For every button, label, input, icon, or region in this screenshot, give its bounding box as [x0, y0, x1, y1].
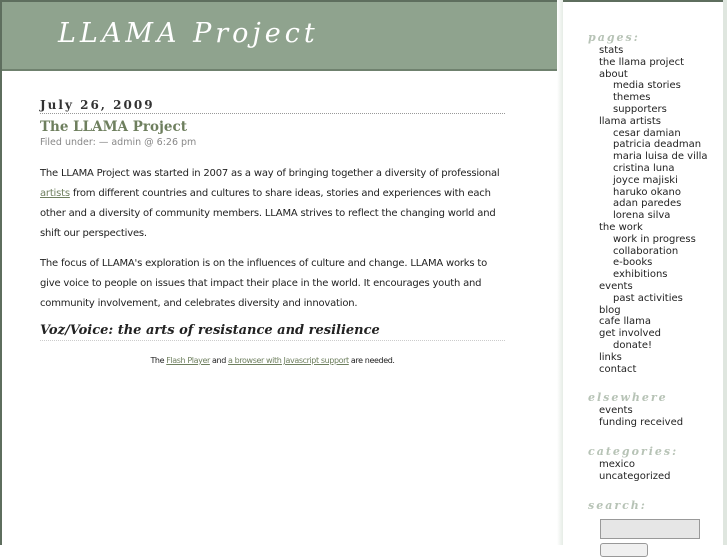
main-content: [40, 98, 505, 365]
sidebar-page-cafe-llama[interactable]: cafe llama: [599, 316, 652, 328]
sidebar-page-cesar-damian[interactable]: cesar damian: [613, 127, 681, 139]
post-meta: Filed under: — admin @ 6:26 pm: [40, 137, 197, 148]
categories-heading: categories:: [588, 444, 679, 458]
post-entry: [40, 164, 505, 314]
sidebar: [588, 31, 723, 557]
scrollbar[interactable]: [723, 0, 727, 545]
sidebar-elsewhere-events[interactable]: events: [599, 405, 633, 417]
search-input[interactable]: [600, 519, 700, 539]
sidebar-page-e-books[interactable]: e-books: [613, 257, 653, 269]
sidebar-page-patricia-deadman[interactable]: patricia deadman: [613, 139, 702, 151]
sidebar-category-uncategorized[interactable]: uncategorized: [599, 470, 671, 482]
sidebar-category-mexico[interactable]: mexico: [599, 458, 636, 470]
sidebar-page-work-in-progress[interactable]: work in progress: [613, 233, 696, 245]
paragraph-text: from different countries and cultures to share ideas, stories and experiences with each other and a diversity of community members. LLAMA strives to reflect the changing world and shift our perspectives.: [40, 188, 496, 239]
sidebar-page-joyce-majiski[interactable]: joyce majiski: [613, 174, 678, 186]
search-heading: search:: [588, 498, 647, 512]
sidebar-page-llama-artists[interactable]: llama artists: [599, 115, 662, 127]
sidebar-page-exhibitions[interactable]: exhibitions: [613, 269, 668, 281]
sidebar-page-lorena-silva[interactable]: lorena silva: [613, 210, 671, 222]
artists-link[interactable]: artists: [40, 188, 70, 199]
sidebar-page-maria-luisa-de-villa[interactable]: maria luisa de villa: [613, 151, 708, 163]
sidebar-page-haruko-okano[interactable]: haruko okano: [613, 186, 681, 198]
sidebar-page-donate[interactable]: donate!: [613, 339, 653, 351]
site-header: [2, 2, 557, 71]
flash-text: The: [150, 356, 167, 365]
sidebar-page-links[interactable]: links: [599, 351, 622, 363]
flash-text: and: [209, 356, 229, 365]
sidebar-page-themes[interactable]: themes: [613, 92, 651, 104]
paragraph-text: The LLAMA Project was started in 2007 as a way of bringing together a diversity of professional: [40, 168, 500, 179]
pages-heading: pages:: [588, 31, 640, 44]
sidebar-page-collaboration[interactable]: collaboration: [613, 245, 679, 257]
pages-list: [588, 45, 723, 375]
sidebar-page-past-activities[interactable]: past activities: [613, 292, 683, 304]
sidebar-page-media-stories[interactable]: media stories: [613, 80, 681, 92]
sidebar-page-about[interactable]: about: [599, 68, 628, 80]
post-paragraph-1: [40, 164, 505, 244]
elsewhere-heading: elsewhere: [588, 391, 668, 405]
sidebar-page-the-llama-project[interactable]: the llama project: [599, 56, 685, 68]
page-frame-left: [0, 0, 2, 545]
post-subheading: Voz/Voice: the arts of resistance and resilience: [40, 323, 505, 341]
sidebar-page-get-involved[interactable]: get involved: [599, 328, 661, 340]
post-title-link[interactable]: The LLAMA Project: [40, 119, 187, 135]
sidebar-page-events[interactable]: events: [599, 280, 633, 292]
flash-player-link[interactable]: Flash Player: [166, 356, 210, 365]
elsewhere-list: [588, 405, 723, 429]
sidebar-page-blog[interactable]: blog: [599, 304, 621, 316]
sidebar-divider: [557, 0, 563, 545]
site-title-link[interactable]: LLAMA Project: [58, 18, 319, 49]
sidebar-page-cristina-luna[interactable]: cristina luna: [613, 162, 675, 174]
flash-notice: [40, 356, 505, 365]
sidebar-page-the-work[interactable]: the work: [599, 221, 643, 233]
flash-text: are needed.: [348, 356, 395, 365]
sidebar-page-supporters[interactable]: supporters: [613, 103, 667, 115]
sidebar-page-contact[interactable]: contact: [599, 363, 637, 375]
sidebar-elsewhere-funding-received[interactable]: funding received: [599, 417, 684, 429]
post-paragraph-2: The focus of LLAMA's exploration is on the influences of culture and change. LLAMA works to give voice to people on issues that impact their place in the world. It encourages youth and community involvement, and celebrates diversity and innovation.: [40, 258, 488, 309]
sidebar-page-adan-paredes[interactable]: adan paredes: [613, 198, 682, 210]
categories-list: [588, 459, 723, 483]
javascript-browser-link[interactable]: a browser with Javascript support: [228, 356, 349, 365]
sidebar-page-stats[interactable]: stats: [599, 45, 624, 56]
post-date: July 26, 2009: [40, 98, 505, 114]
